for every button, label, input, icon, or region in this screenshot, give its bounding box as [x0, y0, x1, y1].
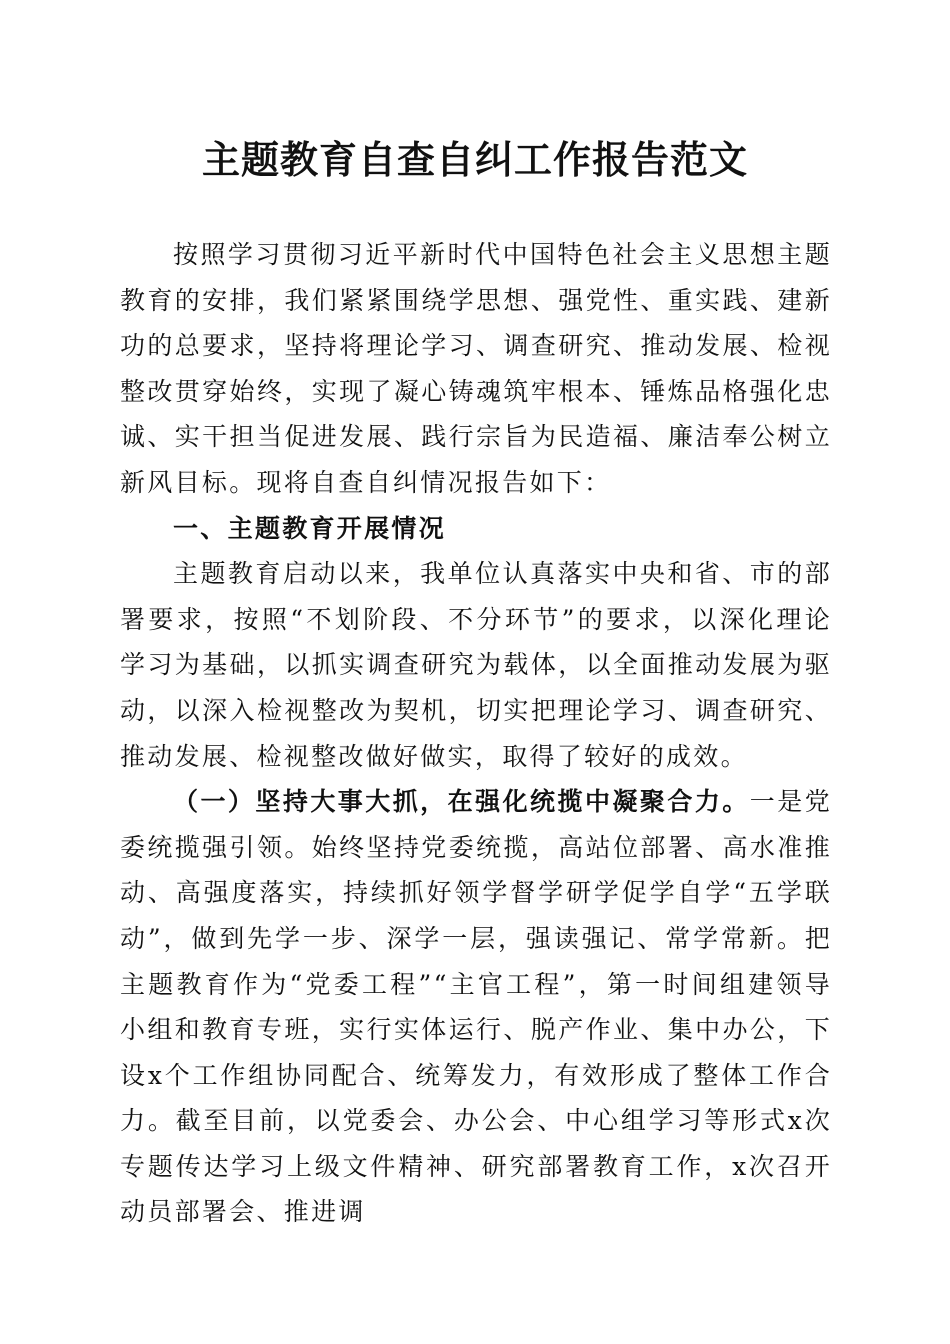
document-title: 主题教育自查自纠工作报告范文 [201, 137, 748, 182]
section-heading-1: 一、主题教育开展情况 [173, 513, 447, 543]
subsection-heading-1: （一）坚持大事大抓，在强化统揽中凝聚合力。 [173, 787, 750, 817]
intro-paragraph: 按照学习贯彻习近平新时代中国特色社会主义思想主题教育的安排，我们紧紧围绕学思想、强党性、重实践、建新功的总要求，坚持将理论学习、调查研究、推动发展、检视整改贯穿始终，实现了凝心铸魂筑牢根本、锤炼品格强化忠诚、实干担当促进发展、践行宗旨为民造福、廉洁奉公树立新风目标。现将自查自纠情况报告如下： [120, 240, 832, 497]
subsection-body-1: 一是党委统揽强引领。始终坚持党委统揽，高站位部署、高水准推动、高强度落实，持续抓好领学督学研学促学自学“五学联动”，做到先学一步、深学一层，强读强记、常学常新。把主题教育作为“党委工程”“主官工程”，第一时间组建领导小组和教育专班，实行实体运行、脱产作业、集中办公，下设x个工作组协同配合、统筹发力，有效形成了整体工作合力。截至目前，以党委会、办公会、中心组学习等形式x次专题传达学习上级文件精神、研究部署教育工作，x次召开动员部署会、推进调 [120, 787, 832, 1227]
subsection-paragraph-1 [120, 779, 832, 1235]
document-body [120, 232, 832, 1235]
section-paragraph-1: 主题教育启动以来，我单位认真落实中央和省、市的部署要求，按照“不划阶段、不分环节”的要求，以深化理论学习为基础，以抓实调查研究为载体，以全面推动发展为驱动，以深入检视整改为契机，切实把理论学习、调查研究、推动发展、检视整改做好做实，取得了较好的成效。 [120, 559, 832, 771]
